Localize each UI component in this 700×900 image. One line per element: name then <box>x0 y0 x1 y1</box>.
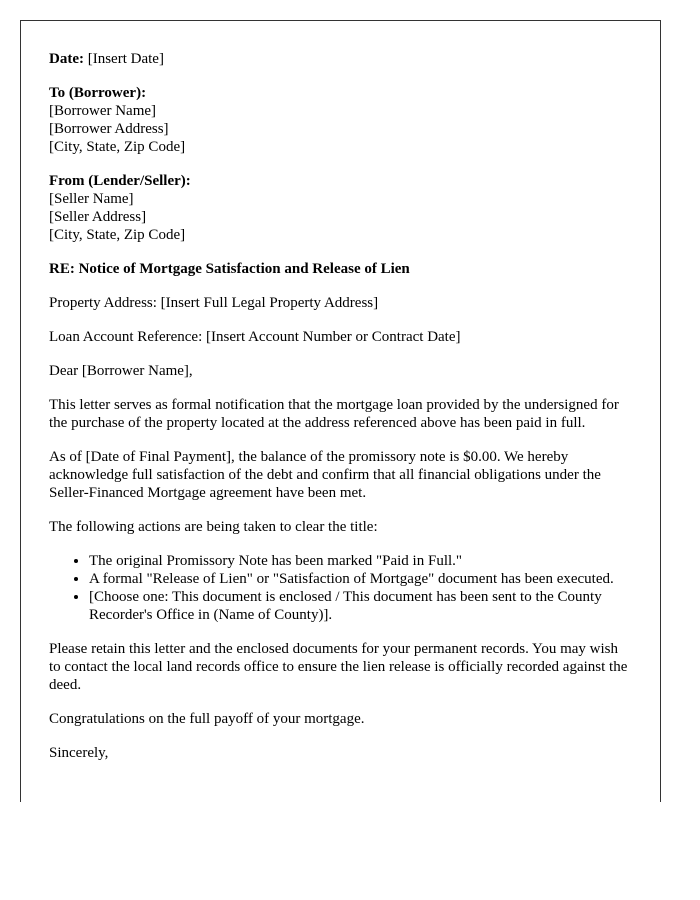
list-item: • [Choose one: This document is enclosed / This document has been sent to the County Recorder's Office in (Name of County)]. <box>89 588 632 624</box>
signoff: Sincerely, <box>49 745 109 761</box>
salutation: Dear [Borrower Name], <box>49 363 193 379</box>
list-item: • A formal "Release of Lien" or "Satisfaction of Mortgage" document has been executed. <box>89 570 632 588</box>
body-paragraph: This letter serves as formal notification that the mortgage loan provided by the undersigned for the purchase of the property located at the address referenced above has been paid in full. <box>49 397 619 431</box>
subject-line: RE: Notice of Mortgage Satisfaction and Release of Lien <box>49 261 410 277</box>
closing-paragraph: Please retain this letter and the enclosed documents for your permanent records. You may wish to contact the local land records office to ensure the lien release is officially recorded against the deed. <box>49 641 628 693</box>
letter-page <box>20 20 661 802</box>
closing-paragraph: Congratulations on the full payoff of your mortgage. <box>49 711 365 727</box>
loan-reference: Loan Account Reference: [Insert Account Number or Contract Date] <box>49 329 461 345</box>
list-item: • The original Promissory Note has been marked "Paid in Full." <box>89 552 632 570</box>
sender-block: From (Lender/Seller): [Seller Name] [Seller Address] [City, State, Zip Code] <box>49 173 191 243</box>
recipient-block: To (Borrower): [Borrower Name] [Borrower Address] [City, State, Zip Code] <box>49 85 186 155</box>
actions-list <box>49 552 632 624</box>
body-paragraph: As of [Date of Final Payment], the balance of the promissory note is $0.00. We hereby acknowledge full satisfaction of the debt and confirm that all financial obligations under the Seller-Financed Mortgage agreement have been met. <box>49 449 601 501</box>
property-address: Property Address: [Insert Full Legal Property Address] <box>49 295 379 311</box>
date-line: Date: [Insert Date] <box>49 51 164 67</box>
body-paragraph: The following actions are being taken to clear the title: <box>49 519 378 535</box>
